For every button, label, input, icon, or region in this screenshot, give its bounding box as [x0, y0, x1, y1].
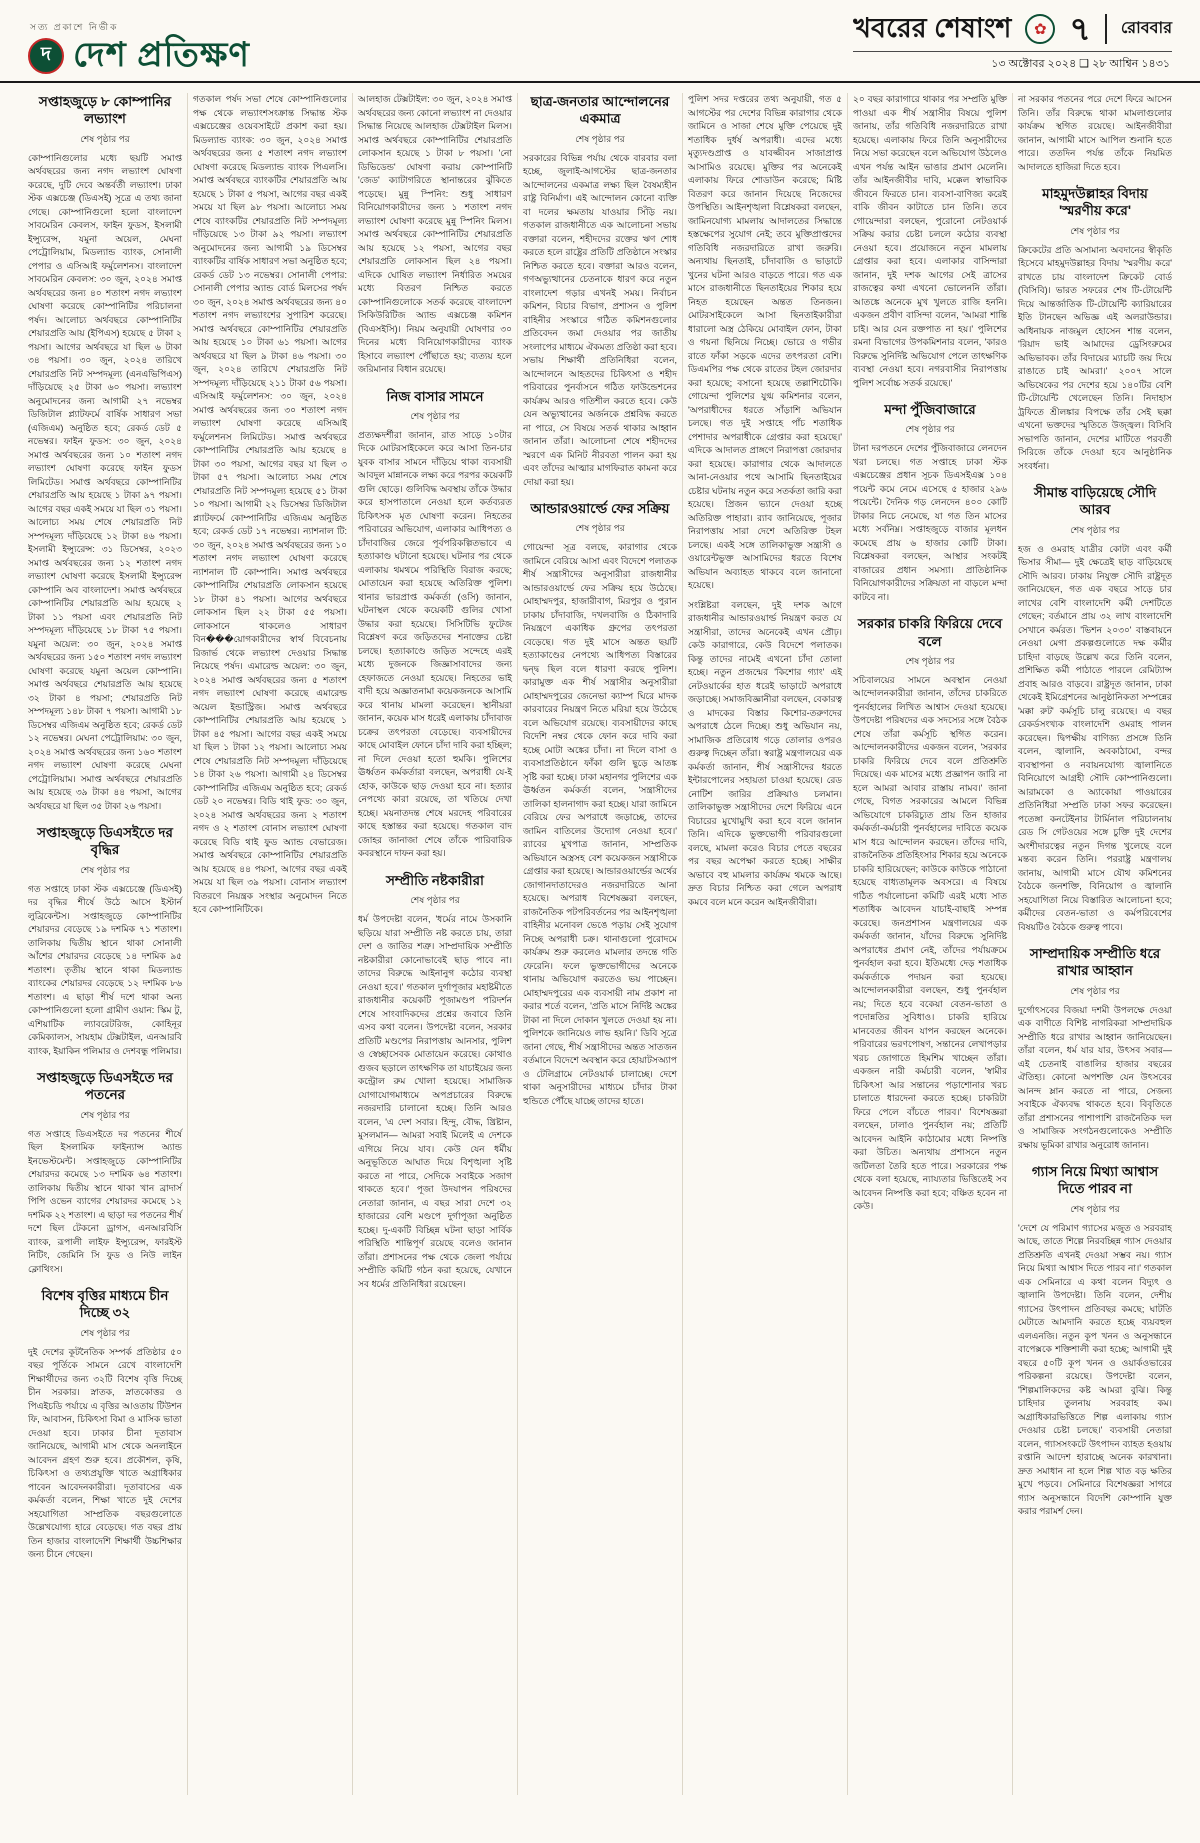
article-body: সরকারের বিভিন্ন পর্যায় থেকে বারবার বলা হচ্ছে, জুলাই-আগস্টের ছাত্র-জনতার আন্দোলনের একমাত্র লক্ষ্য ছিল বৈষম্যহীন রাষ্ট্র বিনির্মাণ। এই আন্দোলন কোনো ব্যক্তি বা দলের ক্ষমতায় যাওয়ার সিঁড়ি নয়। গতকাল রাজধানীতে এক আলোচনা সভায় বক্তারা বলেন, শহীদদের রক্তের ঋণ শোধ করতে হলে রাষ্ট্রের প্রতিটি প্রতিষ্ঠানে সংস্কার নিশ্চিত করতে হবে। বক্তারা আরও বলেন, গণঅভ্যুত্থানের চেতনাকে ধারণ করে নতুন বাংলাদেশ গড়ার এখনই সময়। নির্বাচন কমিশন, বিচার বিভাগ, প্রশাসন ও পুলিশ বাহিনীর সংস্কারে গঠিত কমিশনগুলোর প্রতিবেদন জমা দেওয়ার পর জাতীয় সংলাপের মাধ্যমে ঐকমত্য প্রতিষ্ঠা করা হবে। সভায় শিক্ষার্থী প্রতিনিধিরা বলেন, আন্দোলনে আহতদের চিকিৎসা ও শহীদ পরিবারের পুনর্বাসনে গঠিত ফাউন্ডেশনের কার্যক্রম আরও গতিশীল করতে হবে। কেউ যেন অভ্যুত্থানের অর্জনকে প্রশ্নবিদ্ধ করতে না পারে, সে বিষয়ে সতর্ক থাকার আহ্বান জানান তাঁরা। আলোচনা শেষে শহীদদের স্মরণে এক মিনিট নীরবতা পালন করা হয় এবং তাঁদের আত্মার মাগফিরাত কামনা করে দোয়া করা হয়। — [523, 152, 677, 487]
article-headline: সাম্প্রদায়িক সম্প্রীতি ধরে রাখার আহ্বান — [1029, 946, 1161, 979]
header-right — [853, 12, 1172, 74]
flower-emblem-icon: ✿ — [1025, 14, 1055, 44]
article-headline: সপ্তাহজুড়ে ৮ কোম্পানির লভ্যাংশ — [38, 94, 172, 127]
continued-byline: শেষ পৃষ্ঠার পর — [410, 410, 460, 421]
article-headline: সপ্তাহজুড়ে ডিএসইতে দর বৃদ্ধির — [37, 825, 173, 858]
article-headline: সীমান্ত বাড়িয়েছে সৌদি আরব — [1033, 485, 1157, 518]
continued-byline: শেষ পৃষ্ঠার পর — [1070, 524, 1120, 535]
column-7 — [1012, 93, 1172, 1795]
continued-byline: শেষ পৃষ্ঠার পর — [1070, 1203, 1120, 1214]
paper-name: দেশ প্রতিক্ষণ — [73, 36, 250, 75]
continued-byline: শেষ পৃষ্ঠার পর — [905, 655, 955, 666]
article-body: দুই দেশের কূটনৈতিক সম্পর্ক প্রতিষ্ঠার ৫০ বছর পূর্তিকে সামনে রেখে বাংলাদেশি শিক্ষার্থীদের জন্য ৩২টি বিশেষ বৃত্তি দিচ্ছে চীন সরকার। স্নাতক, স্নাতকোত্তর ও পিএইচডি পর্যায়ে এ বৃত্তির আওতায় টিউশন ফি, আবাসন, চিকিৎসা বিমা ও মাসিক ভাতা দেওয়া হবে। ঢাকার চীনা দূতাবাস জানিয়েছে, আগামী মাস থেকে অনলাইনে আবেদন গ্রহণ শুরু হবে। প্রকৌশল, কৃষি, চিকিৎসা ও তথ্যপ্রযুক্তি খাতে অগ্রাধিকার পাবেন আবেদনকারীরা। দূতাবাসের এক কর্মকর্তা বলেন, শিক্ষা খাতে দুই দেশের সহযোগিতা সাম্প্রতিক বছরগুলোতে উল্লেখযোগ্য হারে বেড়েছে। গত বছর প্রায় তিন হাজার বাংলাদেশি শিক্ষার্থী উচ্চশিক্ষার জন্য চীনে গেছেন। — [28, 1346, 182, 1560]
masthead — [28, 20, 250, 74]
article-body: না সরকার পতনের পরে দেশে ফিরে আসেন তিনি। তাঁর বিরুদ্ধে থাকা মামলাগুলোর কার্যক্রম স্থগিত রয়েছে। আইনজীবীরা জানান, আগামী মাসে আপিল শুনানি হতে পারে। ততদিন পর্যন্ত তাঁকে নিয়মিত আদালতে হাজিরা দিতে হবে। — [1018, 94, 1172, 172]
day-name: রোববার — [1120, 20, 1172, 37]
columns-container — [0, 83, 1200, 1809]
article-headline: সপ্তাহজুড়ে ডিএসইতে দর পতনের — [37, 1070, 173, 1103]
column-3 — [352, 93, 517, 1795]
article-body: গত সপ্তাহে ঢাকা স্টক এক্সচেঞ্জে (ডিএসই) দর বৃদ্ধির শীর্ষে উঠে আসে ইস্টার্ন লুব্রিকেন্টস। সপ্তাহজুড়ে কোম্পানিটির শেয়ারদর বেড়েছে ১৯ দশমিক ৭১ শতাংশ। তালিকায় দ্বিতীয় স্থানে থাকা সোনালী আঁশের শেয়ারদর বেড়েছে ১৪ দশমিক ৯৫ শতাংশ। তৃতীয় স্থানে থাকা মিডল্যান্ড ব্যাংকের শেয়ারদর বেড়েছে ১২ দশমিক ৮৬ শতাংশ। এ ছাড়া শীর্ষ দশে থাকা অন্য কোম্পানিগুলো হলো গ্রামীণ ওয়ান: স্কিম টু, এশিয়াটিক ল্যাবরেটরিজ, কোহিনূর কেমিক্যালস, সায়হাম টেক্সটাইল, এনআরবি ব্যাংক, ইয়াকিন পলিমার ও দেশবন্ধু পলিমার। — [28, 883, 182, 1056]
article-body: ধর্ম উপদেষ্টা বলেন, 'ধর্মের নামে উসকানি ছড়িয়ে যারা সম্প্রীতি নষ্ট করতে চায়, তারা দেশ ও জাতির শত্রু। সাম্প্রদায়িক সম্প্রীতি নষ্টকারীরা কোনোভাবেই ছাড় পাবে না। তাদের বিরুদ্ধে আইনানুগ কঠোর ব্যবস্থা নেওয়া হবে।' গতকাল দুর্গাপূজার মহাষ্টমীতে রাজধানীর কয়েকটি পূজামণ্ডপ পরিদর্শন শেষে সাংবাদিকদের প্রশ্নের জবাবে তিনি এসব কথা বলেন। উপদেষ্টা বলেন, সরকার প্রতিটি মণ্ডপের নিরাপত্তায় আনসার, পুলিশ ও স্বেচ্ছাসেবক মোতায়েন করেছে। কোথাও গুজব ছড়ালে তাৎক্ষণিক তা যাচাইয়ের জন্য কন্ট্রোল রুম খোলা হয়েছে। সামাজিক যোগাযোগমাধ্যমে অপপ্রচারের বিরুদ্ধে নজরদারি চালানো হচ্ছে। তিনি আরও বলেন, 'এ দেশ সবার। হিন্দু, বৌদ্ধ, খ্রিষ্টান, মুসলমান— আমরা সবাই মিলেই এ দেশকে এগিয়ে নিয়ে যাব। কেউ যেন ধর্মীয় অনুভূতিতে আঘাত দিয়ে বিশৃঙ্খলা সৃষ্টি করতে না পারে, সেদিকে সবাইকে সজাগ থাকতে হবে।' পূজা উদযাপন পরিষদের নেতারা জানান, এ বছর সারা দেশে ৩২ হাজারের বেশি মণ্ডপে দুর্গাপূজা অনুষ্ঠিত হচ্ছে। দু-একটি বিচ্ছিন্ন ঘটনা ছাড়া সার্বিক পরিস্থিতি শান্তিপূর্ণ রয়েছে বলেও জানান তাঁরা। প্রশাসনের পক্ষ থেকে জেলা পর্যায়ে সম্প্রীতি কমিটি গঠন করা হয়েছে, যেখানে সব ধর্মের প্রতিনিধিরা রয়েছেন। — [358, 914, 512, 1289]
article-body: সচিবালয়ের সামনে অবস্থান নেওয়া আন্দোলনকারীরা জানান, তাঁদের চাকরিতে পুনর্বহালের লিখিত আশ্বাস দেওয়া হয়েছে। উপদেষ্টা পরিষদের এক সদস্যের সঙ্গে বৈঠক শেষে তাঁরা কর্মসূচি স্থগিত করেন। আন্দোলনকারীদের একজন বলেন, 'সরকার চাকরি ফিরিয়ে দেবে বলে প্রতিশ্রুতি দিয়েছে। এক মাসের মধ্যে প্রজ্ঞাপন জারি না হলে আমরা আবার রাস্তায় নামব।' জানা গেছে, বিগত সরকারের আমলে বিভিন্ন অভিযোগে চাকরিচ্যুত প্রায় তিন হাজার কর্মকর্তা-কর্মচারী পুনর্বহালের দাবিতে কয়েক মাস ধরে আন্দোলন করছেন। তাঁদের দাবি, রাজনৈতিক প্রতিহিংসার শিকার হয়ে অনেকে চাকরি হারিয়েছেন; কাউকে কাউকে পাঠানো হয়েছে বাধ্যতামূলক অবসরে। এ বিষয়ে গঠিত পর্যালোচনা কমিটি এরই মধ্যে সাত শতাধিক আবেদন যাচাই-বাছাই সম্পন্ন করেছে। জনপ্রশাসন মন্ত্রণালয়ের এক কর্মকর্তা জানান, যাঁদের বিরুদ্ধে সুনির্দিষ্ট অপরাধের প্রমাণ নেই, তাঁদের পর্যায়ক্রমে পুনর্বহাল করা হবে। ইতিমধ্যে দেড় শতাধিক কর্মকর্তাকে পদায়ন করা হয়েছে। আন্দোলনকারীরা বলছেন, শুধু পুনর্বহাল নয়; দিতে হবে বকেয়া বেতন-ভাতা ও পদোন্নতির সুবিধাও। চাকরি হারিয়ে মানবেতর জীবন যাপন করছেন অনেকে। পরিবারের ভরণপোষণ, সন্তানের লেখাপড়ার খরচ জোগাতে হিমশিম খাচ্ছেন তাঁরা। একজন নারী কর্মচারী বলেন, 'স্বামীর চিকিৎসা আর সন্তানের পড়াশোনার খরচ চালাতে ধারদেনা করতে হচ্ছে। চাকরিটা ফিরে পেলে বাঁচতে পারব।' বিশেষজ্ঞরা বলছেন, ঢালাও পুনর্বহাল নয়; প্রতিটি আবেদন আইনি কাঠামোর মধ্যে নিষ্পত্তি করা উচিত। অন্যথায় প্রশাসনে নতুন জটিলতা তৈরি হতে পারে। সরকারের পক্ষ থেকে বলা হয়েছে, ন্যায্যতার ভিত্তিতেই সব আবেদন নিষ্পত্তি করা হবে; বঞ্চিত হবেন না কেউ। — [853, 674, 1007, 1212]
continued-byline: শেষ পৃষ্ঠার পর — [80, 133, 130, 144]
article-body: 'দেশে যে পরিমাণ গ্যাসের মজুত ও সরবরাহ আছে, তাতে শিল্পে নিরবচ্ছিন্ন গ্যাস দেওয়ার প্রতিশ্রুতি এখনই দেওয়া সম্ভব নয়। গ্যাস নিয়ে মিথ্যা আশ্বাস দিতে পারব না।' গতকাল এক সেমিনারে এ কথা বলেন বিদ্যুৎ ও জ্বালানি উপদেষ্টা। তিনি বলেন, দেশীয় গ্যাসের উৎপাদন প্রতিবছর কমছে; ঘাটতি মেটাতে আমদানি করতে হচ্ছে ব্যয়বহুল এলএনজি। নতুন কূপ খনন ও অনুসন্ধানে বাপেক্সকে শক্তিশালী করা হচ্ছে; আগামী দুই বছরে ৫০টি কূপ খনন ও ওয়ার্কওভারের পরিকল্পনা রয়েছে। উপদেষ্টা বলেন, 'শিল্পমালিকদের কষ্ট আমরা বুঝি। কিন্তু চাহিদার তুলনায় সরবরাহ কম। অগ্রাধিকারভিত্তিতে শিল্প এলাকায় গ্যাস দেওয়ার চেষ্টা চলছে।' ব্যবসায়ী নেতারা বলেন, গ্যাসসংকটে উৎপাদন ব্যাহত হওয়ায় রপ্তানি আদেশ হারাচ্ছে অনেক কারখানা। দ্রুত সমাধান না হলে শিল্প খাত বড় ক্ষতির মুখে পড়বে। সেমিনারে বিশেষজ্ঞরা সাগরে গ্যাস অনুসন্ধানে বিদেশি কোম্পানি যুক্ত করার পরামর্শ দেন। — [1018, 1222, 1172, 1517]
masthead-brand-row — [28, 38, 250, 74]
article-headline: মন্দা পুঁজিবাজারে — [884, 402, 976, 417]
article-body: কোম্পানিগুলোর মধ্যে ছয়টি সমাপ্ত অর্থবছরের জন্য নগদ লভ্যাংশ ঘোষণা করেছে, দুটি দেবে অন্তর্বর্তী লভ্যাংশ। ঢাকা স্টক এক্সচেঞ্জ (ডিএসই) সূত্রে এ তথ্য জানা গেছে। কোম্পানিগুলো হলো বাংলাদেশ সাবমেরিন কেবলস, ফাইন ফুডস, ইসলামী ইন্স্যুরেন্স, যমুনা অয়েল, মেঘনা পেট্রোলিয়াম, মিডল্যান্ড ব্যাংক, সোনালী পেপার ও এসিআই ফর্মুলেশনস। বাংলাদেশ সাবমেরিন কেবলস: ৩০ জুন, ২০২৪ সমাপ্ত অর্থবছরের জন্য ৪০ শতাংশ নগদ লভ্যাংশ ঘোষণা করেছে কোম্পানিটির পরিচালনা পর্ষদ। আলোচ্য অর্থবছরে কোম্পানিটির শেয়ারপ্রতি আয় (ইপিএস) হয়েছে ৫ টাকা ২ পয়সা। আগের অর্থবছরে যা ছিল ৬ টাকা ৩৪ পয়সা। ৩০ জুন, ২০২৪ তারিখে শেয়ারপ্রতি নিট সম্পদমূল্য (এনএভিপিএস) দাঁড়িয়েছে ২৫ টাকা ৬০ পয়সা। লভ্যাংশ অনুমোদনের জন্য আগামী ২৭ নভেম্বর ডিজিটাল প্ল্যাটফর্মে বার্ষিক সাধারণ সভা (এজিএম) অনুষ্ঠিত হবে; রেকর্ড ডেট ৫ নভেম্বর। ফাইন ফুডস: ৩০ জুন, ২০২৪ সমাপ্ত অর্থবছরের জন্য ১০ শতাংশ নগদ লভ্যাংশ ঘোষণা করেছে ফাইন ফুডস লিমিটেড। সমাপ্ত অর্থবছরে কোম্পানিটির শেয়ারপ্রতি আয় হয়েছে ১ টাকা ৯৭ পয়সা। আগের বছর একই সময়ে যা ছিল ৩১ পয়সা। আলোচ্য সময় শেষে শেয়ারপ্রতি নিট সম্পদমূল্য দাঁড়িয়েছে ১২ টাকা ৪৬ পয়সা। ইসলামী ইন্স্যুরেন্স: ৩১ ডিসেম্বর, ২০২৩ সমাপ্ত অর্থবছরের জন্য ১২ শতাংশ নগদ লভ্যাংশ ঘোষণা করেছে ইসলামী ইন্স্যুরেন্স কোম্পানি অব বাংলাদেশ। সমাপ্ত অর্থবছরে কোম্পানিটির শেয়ারপ্রতি আয় হয়েছে ২ টাকা ১১ পয়সা এবং শেয়ারপ্রতি নিট সম্পদমূল্য দাঁড়িয়েছে ১৮ টাকা ৭৫ পয়সা। যমুনা অয়েল: ৩০ জুন, ২০২৪ সমাপ্ত অর্থবছরের জন্য ১৫০ শতাংশ নগদ লভ্যাংশ ঘোষণা করেছে যমুনা অয়েল কোম্পানি। সমাপ্ত অর্থবছরে শেয়ারপ্রতি আয় হয়েছে ৩২ টাকা ৪ পয়সা; শেয়ারপ্রতি নিট সম্পদমূল্য ১৪৮ টাকা ৭ পয়সা। আগামী ১৮ ডিসেম্বর এজিএম অনুষ্ঠিত হবে; রেকর্ড ডেট ১২ নভেম্বর। মেঘনা পেট্রোলিয়াম: ৩০ জুন, ২০২৪ সমাপ্ত অর্থবছরের জন্য ১৬০ শতাংশ নগদ লভ্যাংশ ঘোষণা করেছে মেঘনা পেট্রোলিয়াম। সমাপ্ত অর্থবছরে শেয়ারপ্রতি আয় হয়েছে ৩৯ টাকা ৪৪ পয়সা, আগের অর্থবছরে যা ছিল ৩৫ টাকা ২৬ পয়সা। — [28, 152, 182, 811]
masthead-tagline: সত্য প্রকাশে নির্ভীক — [30, 22, 119, 32]
article-headline: গ্যাস নিয়ে মিথ্যা আশ্বাস দিতে পারব না — [1031, 1164, 1159, 1197]
column-2 — [187, 93, 352, 1795]
article-body: গোয়েন্দা সূত্র বলছে, কারাগার থেকে জামিনে বেরিয়ে আসা এবং বিদেশে পলাতক শীর্ষ সন্ত্রাসীদের অনুসারীরা রাজধানীর আন্ডারওয়ার্ল্ডে ফের সক্রিয় হয়ে উঠেছে। মোহাম্মদপুর, হাজারীবাগ, মিরপুর ও পুরান ঢাকায় চাঁদাবাজি, দখলবাজি ও ঠিকাদারি নিয়ন্ত্রণে একাধিক গ্রুপের তৎপরতা বেড়েছে। গত দুই মাসে অন্তত ছয়টি হত্যাকাণ্ডের নেপথ্যে আধিপত্য বিস্তারের দ্বন্দ্ব ছিল বলে ধারণা করছে পুলিশ। কারামুক্ত এক শীর্ষ সন্ত্রাসীর অনুসারীরা মোহাম্মদপুরের জেনেভা ক্যাম্প ঘিরে মাদক কারবারের নিয়ন্ত্রণ নিতে মরিয়া হয়ে উঠেছে বলে অভিযোগ রয়েছে। ব্যবসায়ীদের কাছে বিদেশি নম্বর থেকে ফোন করে দাবি করা হচ্ছে মোটা অঙ্কের চাঁদা। না দিলে বাসা ও ব্যবসাপ্রতিষ্ঠানে ফাঁকা গুলি ছুড়ে আতঙ্ক সৃষ্টি করা হচ্ছে। ঢাকা মহানগর পুলিশের এক ঊর্ধ্বতন কর্মকর্তা বলেন, 'সন্ত্রাসীদের তালিকা হালনাগাদ করা হচ্ছে। যারা জামিনে বেরিয়ে ফের অপরাধে জড়াচ্ছে, তাদের জামিন বাতিলের উদ্যোগ নেওয়া হবে।' র‍্যাবের মুখপাত্র জানান, সাম্প্রতিক অভিযানে অস্ত্রসহ বেশ কয়েকজন সন্ত্রাসীকে গ্রেপ্তার করা হয়েছে। আন্ডারওয়ার্ল্ডের অর্থের জোগানদাতাদেরও নজরদারিতে আনা হয়েছে। অপরাধ বিশেষজ্ঞরা বলছেন, রাজনৈতিক পটপরিবর্তনের পর আইনশৃঙ্খলা বাহিনীর মনোবল ভেঙে পড়ায় সেই সুযোগ নিচ্ছে অপরাধী চক্র। থানাগুলো পুরোদমে কার্যক্রম শুরু করলেও মামলার তদন্তে গতি ফেরেনি। ফলে ভুক্তভোগীদের অনেকে থানায় অভিযোগ করতেও ভয় পাচ্ছেন। মোহাম্মদপুরের এক ব্যবসায়ী নাম প্রকাশ না করার শর্তে বলেন, 'প্রতি মাসে নির্দিষ্ট অঙ্কের টাকা না দিলে দোকান খুলতে দেওয়া হয় না। পুলিশকে জানিয়েও লাভ হয়নি।' ডিবি সূত্রে জানা গেছে, শীর্ষ সন্ত্রাসীদের অন্তত সাতজন বর্তমানে বিদেশে অবস্থান করে হোয়াটসঅ্যাপ ও টেলিগ্রামে নেটওয়ার্ক চালাচ্ছে। দেশে থাকা অনুসারীদের মাধ্যমে চাঁদার টাকা হুন্ডিতে পৌঁছে যাচ্ছে তাদের হাতে। — [523, 542, 677, 1106]
continued-byline: শেষ পৃষ্ঠার পর — [80, 1109, 130, 1120]
continued-byline: শেষ পৃষ্ঠার পর — [1070, 985, 1120, 996]
page-number: ৭ — [1069, 10, 1091, 47]
article-body: আলহাজ টেক্সটাইল: ৩০ জুন, ২০২৪ সমাপ্ত অর্থবছরের জন্য কোনো লভ্যাংশ না দেওয়ার সিদ্ধান্ত নিয়েছে আলহাজ টেক্সটাইল মিলস। সমাপ্ত অর্থবছরে কোম্পানিটির শেয়ারপ্রতি লোকসান হয়েছে ১ টাকা ৮ পয়সা। 'নো ডিভিডেন্ড' ঘোষণা করায় কোম্পানিটি 'জেড' ক্যাটাগরিতে স্থানান্তরের ঝুঁকিতে পড়েছে। মুন্নু স্পিনিং: শুধু সাধারণ বিনিয়োগকারীদের জন্য ১ শতাংশ নগদ লভ্যাংশ ঘোষণা করেছে মুন্নু স্পিনিং মিলস। সমাপ্ত অর্থবছরে কোম্পানিটির শেয়ারপ্রতি আয় হয়েছে ১২ পয়সা, আগের বছর শেয়ারপ্রতি লোকসান ছিল ২৪ পয়সা। এদিকে ঘোষিত লভ্যাংশ নির্ধারিত সময়ের মধ্যে বিতরণ নিশ্চিত করতে কোম্পানিগুলোকে সতর্ক করেছে বাংলাদেশ সিকিউরিটিজ অ্যান্ড এক্সচেঞ্জ কমিশন (বিএসইসি)। নিয়ম অনুযায়ী ঘোষণার ৩০ দিনের মধ্যে বিনিয়োগকারীদের ব্যাংক হিসাবে লভ্যাংশ পৌঁছাতে হয়; ব্যত্যয় হলে জরিমানার বিধান রয়েছে। — [358, 94, 512, 374]
continued-byline: শেষ পৃষ্ঠার পর — [575, 523, 625, 534]
article-headline: ছাত্র-জনতার আন্দোলনের একমাত্র — [530, 94, 670, 127]
article-body: টানা দরপতনে দেশের পুঁজিবাজারে লেনদেন খরা চলছে। গত সপ্তাহে ঢাকা স্টক এক্সচেঞ্জের প্রধান সূচক ডিএসইএক্স ১০৪ পয়েন্ট কমে নেমে এসেছে ৫ হাজার ২৯৬ পয়েন্টে। দৈনিক গড় লেনদেন ৪০০ কোটি টাকার নিচে নেমেছে, যা গত তিন মাসের মধ্যে সর্বনিম্ন। সপ্তাহজুড়ে বাজার মূলধন কমেছে প্রায় ৬ হাজার কোটি টাকা। বিশ্লেষকরা বলছেন, আস্থার সংকটই বাজারের প্রধান সমস্যা। প্রাতিষ্ঠানিক বিনিয়োগকারীদের সক্রিয়তা না বাড়লে মন্দা কাটবে না। — [853, 443, 1007, 602]
article-headline: নিজ বাসার সামনে — [386, 388, 484, 404]
article-body: ক্রিকেটের প্রতি অসামান্য অবদানের স্বীকৃতি হিসেবে মাহমুদউল্লাহর বিদায় 'স্মরণীয় করে' রাখতে চায় বাংলাদেশ ক্রিকেট বোর্ড (বিসিবি)। ভারত সফরের শেষ টি-টোয়েন্টি দিয়ে আন্তর্জাতিক টি-টোয়েন্টি ক্যারিয়ারের ইতি টানছেন অভিজ্ঞ এই অলরাউন্ডার। অধিনায়ক নাজমুল হোসেন শান্ত বলেন, 'রিয়াদ ভাই আমাদের ড্রেসিংরুমের অভিভাবক। তাঁর বিদায়ের ম্যাচটি জয় দিয়ে রাঙাতে চাই আমরা।' ২০০৭ সালে অভিষেকের পর দেশের হয়ে ১৪০টির বেশি টি-টোয়েন্টি খেলেছেন তিনি। নিদাহাস ট্রফিতে শ্রীলঙ্কার বিপক্ষে তাঁর সেই ছক্কা এখনো ভক্তদের স্মৃতিতে উজ্জ্বল। বিসিবি সভাপতি জানান, দেশের মাটিতে পরবর্তী সিরিজে তাঁকে দেওয়া হবে আনুষ্ঠানিক সংবর্ধনা। — [1018, 244, 1172, 471]
continued-byline: শেষ পৃষ্ঠার পর — [80, 864, 130, 875]
header-divider — [1105, 14, 1107, 44]
article-body: পুলিশ সদর দপ্তরের তথ্য অনুযায়ী, গত ৫ আগস্টের পর দেশের বিভিন্ন কারাগার থেকে জামিনে ও সাজা শেষে মুক্তি পেয়েছে দুই শতাধিক দুর্ধর্ষ অপরাধী। এদের মধ্যে মৃত্যুদণ্ডপ্রাপ্ত ও যাবজ্জীবন সাজাপ্রাপ্ত আসামিও রয়েছে। মুক্তির পর অনেকেই এলাকায় ফিরে শোডাউন করেছে; মিষ্টি বিতরণ করে জানান দিয়েছে নিজেদের উপস্থিতি। আইনশৃঙ্খলা বিশ্লেষকরা বলছেন, জামিনযোগ্য মামলায় আদালতের সিদ্ধান্তে হস্তক্ষেপের সুযোগ নেই; তবে মুক্তিপ্রাপ্তদের গতিবিধি নজরদারিতে রাখা জরুরি। অন্যথায় ছিনতাই, চাঁদাবাজি ও ভাড়াটে খুনের ঘটনা আরও বাড়তে পারে। গত এক মাসে রাজধানীতে ছিনতাইয়ের শিকার হয়ে নিহত হয়েছেন অন্তত তিনজন। মোটরসাইকেলে আসা ছিনতাইকারীরা ধারালো অস্ত্র ঠেকিয়ে মোবাইল ফোন, টাকা ও গয়না ছিনিয়ে নিচ্ছে। ভোরে ও গভীর রাতে ফাঁকা সড়কে এদের তৎপরতা বেশি। ডিএমপির পক্ষ থেকে রাতের টহল জোরদার করা হয়েছে; বসানো হয়েছে তল্লাশিচৌকি। গোয়েন্দা পুলিশের যুগ্ম কমিশনার বলেন, 'অপরাধীদের ধরতে সাঁড়াশি অভিযান চলছে। গত দুই সপ্তাহে পাঁচ শতাধিক পেশাদার অপরাধীকে গ্রেপ্তার করা হয়েছে।' এদিকে আদালত প্রাঙ্গণে নিরাপত্তা জোরদার করা হয়েছে। কারাগার থেকে আদালতে আনা-নেওয়ার পথে আসামি ছিনতাইয়ের চেষ্টার ঘটনায় নতুন করে সতর্কতা জারি করা হয়েছে। প্রিজন ভ্যানে দেওয়া হচ্ছে অতিরিক্ত পাহারা। র‍্যাব জানিয়েছে, পূজার নিরাপত্তায় সারা দেশে অতিরিক্ত টহল চলছে। একই সঙ্গে তালিকাভুক্ত সন্ত্রাসী ও ওয়ারেন্টভুক্ত আসামিদের ধরতে বিশেষ অভিযান অব্যাহত থাকবে বলে জানানো হয়েছে। — [688, 94, 842, 590]
article-body: দুর্গোৎসবের বিজয়া দশমী উপলক্ষে দেওয়া এক বাণীতে বিশিষ্ট নাগরিকরা সাম্প্রদায়িক সম্প্রীতি ধরে রাখার আহ্বান জানিয়েছেন। তাঁরা বলেন, ধর্ম যার যার, উৎসব সবার— এই চেতনাই বাঙালির হাজার বছরের ঐতিহ্য। কোনো অপশক্তি যেন উৎসবের আনন্দ ম্লান করতে না পারে, সেজন্য সবাইকে ঐক্যবদ্ধ থাকতে হবে। বিবৃতিতে তাঁরা প্রশাসনের পাশাপাশি রাজনৈতিক দল ও সামাজিক সংগঠনগুলোকেও সম্প্রীতি রক্ষায় ভূমিকা রাখার অনুরোধ জানান। — [1018, 1004, 1172, 1150]
continued-byline: শেষ পৃষ্ঠার পর — [1070, 225, 1120, 236]
column-4 — [517, 93, 682, 1795]
column-1 — [28, 93, 187, 1795]
page-header — [0, 0, 1200, 83]
paper-logo-icon: দ — [28, 38, 64, 74]
column-5 — [682, 93, 847, 1795]
article-body: গত সপ্তাহে ডিএসইতে দর পতনের শীর্ষে ছিল ইসলামিক ফাইন্যান্স অ্যান্ড ইনভেস্টমেন্ট। সপ্তাহজুড়ে কোম্পানিটির শেয়ারদর কমেছে ১৩ দশমিক ৬৪ শতাংশ। তালিকায় দ্বিতীয় স্থানে থাকা খান ব্রাদার্স পিপি ওভেন ব্যাগের শেয়ারদর কমেছে ১২ দশমিক ২২ শতাংশ। এ ছাড়া দর পতনের শীর্ষ দশে ছিল টেকনো ড্রাগস, এনআরবিসি ব্যাংক, রূপালী লাইফ ইন্স্যুরেন্স, ফারইস্ট নিটিং, জেমিনি সি ফুড ও নিউ লাইন ক্লোথিংস। — [28, 1128, 182, 1274]
section-title: খবরের শেষাংশ — [853, 13, 1012, 43]
column-6 — [847, 93, 1012, 1795]
date-line: ১৩ অক্টোবর ২০২৪ ❑ ২৮ আশ্বিন ১৪৩১ — [853, 51, 1172, 74]
article-body: হজ ও ওমরাহ যাত্রীর কোটা এবং কর্মী ভিসার সীমা— দুই ক্ষেত্রেই ছাড় বাড়িয়েছে সৌদি আরব। ঢাকায় নিযুক্ত সৌদি রাষ্ট্রদূত জানিয়েছেন, গত এক বছরে সাড়ে চার লাখের বেশি বাংলাদেশি কর্মী দেশটিতে গেছেন; বর্তমানে প্রায় ৩২ লাখ বাংলাদেশি সেখানে কর্মরত। 'ভিশন ২০৩০' বাস্তবায়নে নেওয়া মেগা প্রকল্পগুলোতে দক্ষ কর্মীর চাহিদা বাড়ছে উল্লেখ করে তিনি বলেন, প্রশিক্ষিত কর্মী পাঠাতে পারলে রেমিট্যান্স প্রবাহ আরও বাড়বে। রাষ্ট্রদূত জানান, ঢাকা থেকেই ইমিগ্রেশনের আনুষ্ঠানিকতা সম্পন্নের 'মক্কা রুট' কর্মসূচি চালু রয়েছে। এ বছর রেকর্ডসংখ্যক বাংলাদেশি ওমরাহ পালন করেছেন। দ্বিপক্ষীয় বাণিজ্য প্রসঙ্গে তিনি বলেন, জ্বালানি, অবকাঠামো, বন্দর ব্যবস্থাপনা ও নবায়নযোগ্য জ্বালানিতে বিনিয়োগে আগ্রহী সৌদি কোম্পানিগুলো। আরামকো ও অ্যাকোয়া পাওয়ারের প্রতিনিধিরা সম্প্রতি ঢাকা সফর করেছেন। পতেঙ্গা কনটেইনার টার্মিনাল পরিচালনায় রেড সি গেটওয়ের সঙ্গে চুক্তি দুই দেশের অংশীদারত্বের নতুন দিগন্ত খুলেছে বলে মন্তব্য করেন তিনি। পররাষ্ট্র মন্ত্রণালয় জানায়, আগামী মাসে যৌথ কমিশনের বৈঠকে জনশক্তি, বিনিয়োগ ও জ্বালানি সহযোগিতা নিয়ে বিস্তারিত আলোচনা হবে; কর্মীদের বেতন-ভাতা ও কর্মপরিবেশের বিষয়টিও বৈঠকে গুরুত্ব পাবে। — [1018, 543, 1172, 932]
article-body: গতকাল পর্ষদ সভা শেষে কোম্পানিগুলোর পক্ষ থেকে লভ্যাংশসংক্রান্ত সিদ্ধান্ত স্টক এক্সচেঞ্জের ওয়েবসাইটে প্রকাশ করা হয়। মিডল্যান্ড ব্যাংক: ৩০ জুন, ২০২৪ সমাপ্ত অর্থবছরের জন্য ৫ শতাংশ নগদ লভ্যাংশ ঘোষণা করেছে মিডল্যান্ড ব্যাংক পিএলসি। সমাপ্ত অর্থবছরে ব্যাংকটির শেয়ারপ্রতি আয় হয়েছে ১ টাকা ৫ পয়সা, আগের বছর একই সময়ে যা ছিল ৯৮ পয়সা। আলোচ্য সময় শেষে ব্যাংকটির শেয়ারপ্রতি নিট সম্পদমূল্য দাঁড়িয়েছে ১৩ টাকা ৯২ পয়সা। লভ্যাংশ অনুমোদনের জন্য আগামী ১৯ ডিসেম্বর ব্যাংকটির বার্ষিক সাধারণ সভা অনুষ্ঠিত হবে; রেকর্ড ডেট ১৩ নভেম্বর। সোনালী পেপার: সোনালী পেপার অ্যান্ড বোর্ড মিলসের পর্ষদ ৩০ জুন, ২০২৪ সমাপ্ত অর্থবছরের জন্য ৪০ শতাংশ নগদ লভ্যাংশের সুপারিশ করেছে। সমাপ্ত অর্থবছরে কোম্পানিটির শেয়ারপ্রতি আয় হয়েছে ১০ টাকা ৬১ পয়সা। আগের অর্থবছরে যা ছিল ৯ টাকা ৪৬ পয়সা। ৩০ জুন, ২০২৪ তারিখে শেয়ারপ্রতি নিট সম্পদমূল্য দাঁড়িয়েছে ২১১ টাকা ৫৬ পয়সা। এসিআই ফর্মুলেশনস: ৩০ জুন, ২০২৪ সমাপ্ত অর্থবছরের জন্য ৩০ শতাংশ নগদ লভ্যাংশ ঘোষণা করেছে এসিআই ফর্মুলেশনস লিমিটেড। সমাপ্ত অর্থবছরে কোম্পানিটির শেয়ারপ্রতি আয় হয়েছে ৪ টাকা ৩০ পয়সা, আগের বছর যা ছিল ৩ টাকা ৫৭ পয়সা। আলোচ্য সময় শেষে শেয়ারপ্রতি নিট সম্পদমূল্য হয়েছে ৫১ টাকা ১০ পয়সা। আগামী ২২ ডিসেম্বর ডিজিটাল প্ল্যাটফর্মে কোম্পানিটির এজিএম অনুষ্ঠিত হবে; রেকর্ড ডেট ১৭ নভেম্বর। ন্যাশনাল টি: ৩০ জুন, ২০২৪ সমাপ্ত অর্থবছরের জন্য ১০ শতাংশ নগদ লভ্যাংশ ঘোষণা করেছে ন্যাশনাল টি কোম্পানি। সমাপ্ত অর্থবছরে কোম্পানিটির শেয়ারপ্রতি লোকসান হয়েছে ১৮ টাকা ৪১ পয়সা। আগের অর্থবছরে লোকসান ছিল ২২ টাকা ৫৫ পয়সা। লোকসানে থাকলেও সাধারণ বিন���য়োগকারীদের স্বার্থ বিবেচনায় রিজার্ভ থেকে লভ্যাংশ দেওয়ার সিদ্ধান্ত নিয়েছে পর্ষদ। এমারেল্ড অয়েল: ৩০ জুন, ২০২৪ সমাপ্ত অর্থবছরের জন্য ৫ শতাংশ নগদ লভ্যাংশ ঘোষণা করেছে এমারেল্ড অয়েল ইন্ডাস্ট্রিজ। সমাপ্ত অর্থবছরে কোম্পানিটির শেয়ারপ্রতি আয় হয়েছে ১ টাকা ৪৫ পয়সা। আগের বছর একই সময়ে যা ছিল ১ টাকা ১২ পয়সা। আলোচ্য সময় শেষে শেয়ারপ্রতি নিট সম্পদমূল্য দাঁড়িয়েছে ১৪ টাকা ২৬ পয়সা। আগামী ২৪ ডিসেম্বর কোম্পানিটির এজিএম অনুষ্ঠিত হবে; রেকর্ড ডেট ২০ নভেম্বর। বিডি থাই ফুড: ৩০ জুন, ২০২৪ সমাপ্ত অর্থবছরের জন্য ২ শতাংশ নগদ ও ২ শতাংশ বোনাস লভ্যাংশ ঘোষণা করেছে বিডি থাই ফুড অ্যান্ড বেভারেজ। সমাপ্ত অর্থবছরে কোম্পানিটির শেয়ারপ্রতি আয় হয়েছে ৪৪ পয়সা, আগের বছর একই সময়ে যা ছিল ৩৯ পয়সা। বোনাস লভ্যাংশ বিতরণে নিয়ন্ত্রক সংস্থার অনুমোদন নিতে হবে কোম্পানিটিকে। — [193, 94, 347, 914]
article-headline: আন্ডারওয়ার্ল্ডে ফের সক্রিয় — [530, 501, 670, 517]
header-top-row — [853, 12, 1172, 45]
continued-byline: শেষ পৃষ্ঠার পর — [575, 133, 625, 144]
article-headline: মাহমুদউল্লাহর বিদায় 'স্মরণীয় করে' — [1042, 186, 1148, 219]
article-body: সংশ্লিষ্টরা বলছেন, দুই দশক আগে রাজধানীর আন্ডারওয়ার্ল্ড নিয়ন্ত্রণ করত যে সন্ত্রাসীরা, তাদের অনেকেই এখন প্রৌঢ়। কেউ কারাগারে, কেউ বিদেশে পলাতক। কিন্তু তাদের নামেই এখনো চাঁদা তোলা হচ্ছে। নতুন প্রজন্মের 'কিশোর গ্যাং' এই নেটওয়ার্কের হাত ধরেই ভাড়াটে অপরাধে জড়াচ্ছে। সমাজবিজ্ঞানীরা বলছেন, বেকারত্ব ও মাদকের বিস্তার কিশোর-তরুণদের অপরাধে ঠেলে দিচ্ছে। শুধু অভিযান নয়, সামাজিক প্রতিরোধ গড়ে তোলার ওপরও গুরুত্ব দিচ্ছেন তাঁরা। স্বরাষ্ট্র মন্ত্রণালয়ের এক কর্মকর্তা জানান, শীর্ষ সন্ত্রাসীদের ধরতে ইন্টারপোলের সহায়তা চাওয়া হয়েছে। রেড নোটিশ জারির প্রক্রিয়াও চলমান। তালিকাভুক্ত সন্ত্রাসীদের দেশে ফিরিয়ে এনে বিচারের মুখোমুখি করা হবে বলে জানান তিনি। এদিকে ভুক্তভোগী পরিবারগুলো বলছে, মামলা করেও বিচার পেতে বছরের পর বছর অপেক্ষা করতে হচ্ছে। সাক্ষীর অভাবে বহু মামলার কার্যক্রম থমকে আছে। দ্রুত বিচার নিশ্চিত করা গেলে অপরাধ কমবে বলে মনে করেন আইনজীবীরা। — [688, 599, 842, 907]
article-body: ২০ বছর কারাগারে থাকার পর সম্প্রতি মুক্তি পাওয়া এক শীর্ষ সন্ত্রাসীর বিষয়ে পুলিশ জানায়, তাঁর গতিবিধি নজরদারিতে রাখা হয়েছে। এলাকায় ফিরে তিনি অনুসারীদের নিয়ে সভা করেছেন বলে অভিযোগ উঠলেও এখন পর্যন্ত আইন ভাঙার প্রমাণ মেলেনি। তাঁর আইনজীবীর দাবি, মক্কেল স্বাভাবিক জীবনে ফিরতে চান। ব্যবসা-বাণিজ্য করেই বাকি জীবন কাটাতে চান তিনি। তবে গোয়েন্দারা বলছেন, পুরোনো নেটওয়ার্ক সক্রিয় করার চেষ্টা চললে কঠোর ব্যবস্থা নেওয়া হবে। প্রয়োজনে নতুন মামলায় গ্রেপ্তার করা হবে। এলাকার বাসিন্দারা জানান, দুই দশক আগের সেই ত্রাসের রাজত্বের কথা এখনো ভোলেননি তাঁরা। আতঙ্কে অনেকে মুখ খুলতে রাজি হননি। একজন প্রবীণ বাসিন্দা বলেন, 'আমরা শান্তি চাই। আর যেন রক্তপাত না হয়।' পুলিশের রমনা বিভাগের উপকমিশনার বলেন, 'কারও বিরুদ্ধে সুনির্দিষ্ট অভিযোগ পেলে তাৎক্ষণিক ব্যবস্থা নেওয়া হবে। নগরবাসীর নিরাপত্তায় পুলিশ সর্বোচ্চ সতর্ক রয়েছে।' — [853, 94, 1007, 388]
article-headline: বিশেষ বৃত্তির মাধ্যমে চীন দিচ্ছে ৩২ — [41, 1288, 169, 1321]
continued-byline: শেষ পৃষ্ঠার পর — [905, 424, 955, 435]
article-headline: সরকার চাকরি ফিরিয়ে দেবে বলে — [857, 616, 1003, 649]
article-headline: সম্প্রীতি নষ্টকারীরা — [386, 872, 484, 888]
continued-byline: শেষ পৃষ্ঠার পর — [80, 1327, 130, 1338]
article-body: প্রত্যক্ষদর্শীরা জানান, রাত সাড়ে ১০টার দিকে মোটরসাইকেলে করে আসা তিন-চার যুবক বাসার সামনে দাঁড়িয়ে থাকা ব্যবসায়ী আবদুল মান্নানকে লক্ষ্য করে পরপর কয়েকটি গুলি ছোড়ে। গুলিবিদ্ধ অবস্থায় তাঁকে উদ্ধার করে হাসপাতালে নেওয়া হলে কর্তব্যরত চিকিৎসক মৃত ঘোষণা করেন। নিহতের পরিবারের অভিযোগ, এলাকার আধিপত্য ও চাঁদাবাজির জেরে পূর্বপরিকল্পিতভাবে এ হত্যাকাণ্ড ঘটানো হয়েছে। ঘটনার পর থেকে এলাকায় থমথমে পরিস্থিতি বিরাজ করছে; মোতায়েন করা হয়েছে অতিরিক্ত পুলিশ। থানার ভারপ্রাপ্ত কর্মকর্তা (ওসি) জানান, ঘটনাস্থল থেকে কয়েকটি গুলির খোসা উদ্ধার করা হয়েছে। সিসিটিভি ফুটেজ বিশ্লেষণ করে জড়িতদের শনাক্তের চেষ্টা চলছে। হত্যাকাণ্ডে জড়িত সন্দেহে এরই মধ্যে দুজনকে জিজ্ঞাসাবাদের জন্য হেফাজতে নেওয়া হয়েছে। নিহতের ভাই বাদী হয়ে অজ্ঞাতনামা কয়েকজনকে আসামি করে থানায় মামলা করেছেন। স্থানীয়রা জানান, কয়েক মাস ধরেই এলাকায় চাঁদাবাজ চক্রের তৎপরতা বেড়েছে। ব্যবসায়ীদের কাছে মোবাইল ফোনে চাঁদা দাবি করা হচ্ছিল; না দিলে দেওয়া হতো হুমকি। পুলিশের ঊর্ধ্বতন কর্মকর্তারা বলছেন, অপরাধী যে-ই হোক, কাউকে ছাড় দেওয়া হবে না। হত্যার নেপথ্যে কারা রয়েছে, তা খতিয়ে দেখা হচ্ছে। ময়নাতদন্ত শেষে মরদেহ পরিবারের কাছে হস্তান্তর করা হয়েছে। গতকাল বাদ জোহর জানাজা শেষে তাঁকে পারিবারিক কবরস্থানে দাফন করা হয়। — [358, 429, 512, 859]
continued-byline: শেষ পৃষ্ঠার পর — [410, 895, 460, 906]
